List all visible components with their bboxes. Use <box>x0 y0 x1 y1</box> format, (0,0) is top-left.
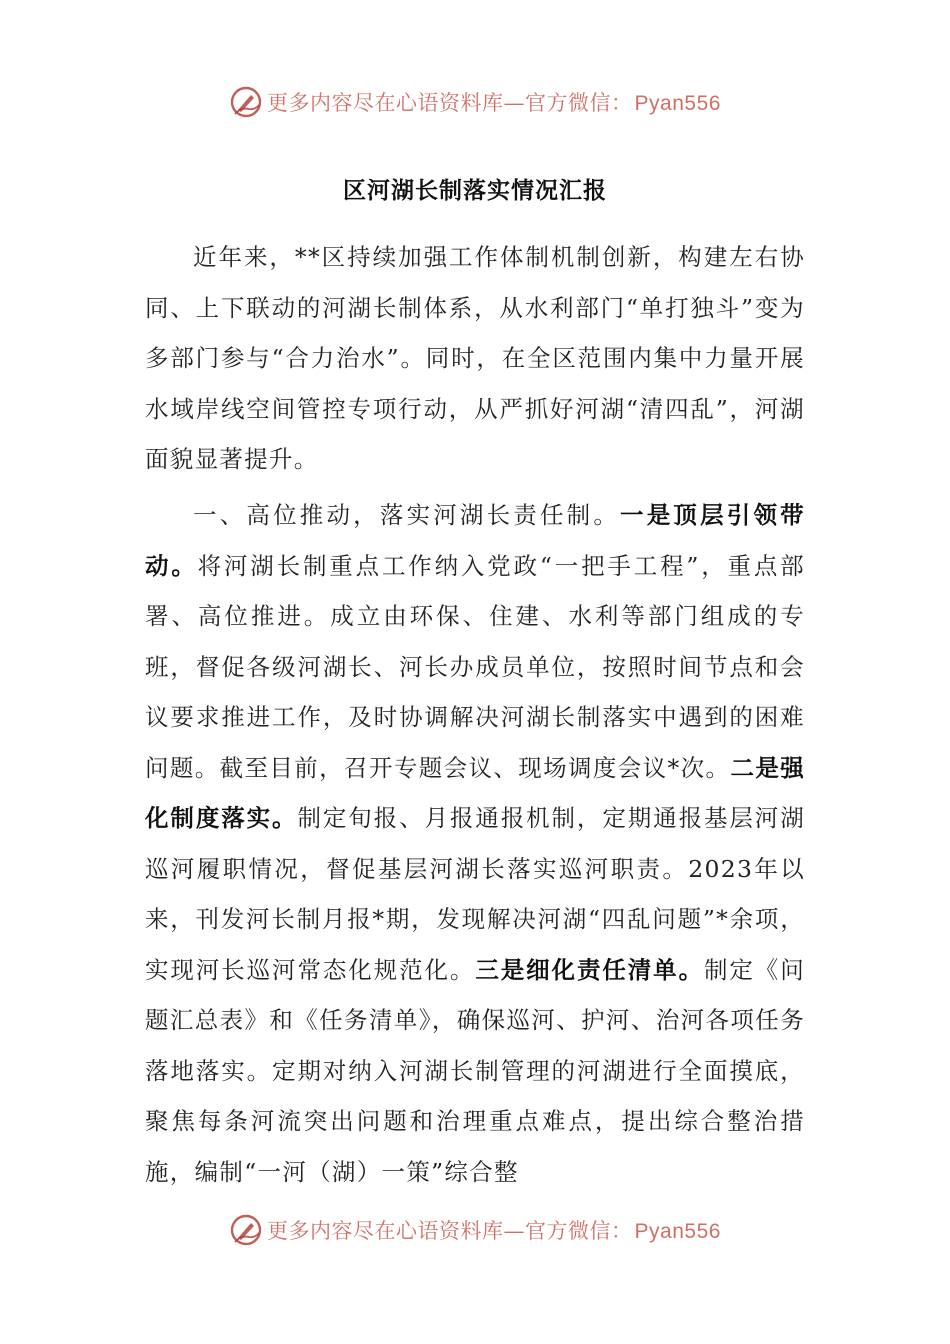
point-two-text: 制定旬报、月报通报机制，定期通报基层河湖巡河履职情况，督促基层河湖长落实巡河职责。2023年以来，刊发河长制月报*期，发现解决河湖“四乱问题”*余项，实现河长巡河常态化规范化。 <box>145 804 805 984</box>
watermark-text: 更多内容尽在心语资料库—官方微信：Pyan556 <box>267 91 721 115</box>
point-one-text: 将河湖长制重点工作纳入党政“一把手工程”，重点部署、高位推进。成立由环保、住建、水利等部门组成的专班，督促各级河湖长、河长办成员单位，按照时间节点和会议要求推进工作，及时协调解决河湖长制落实中遇到的困难问题。截至目前，召开专题会议、现场调度会议*次。 <box>145 551 805 782</box>
watermark-wechat-id: Pyan556 <box>634 92 721 115</box>
pen-logo-icon <box>229 1213 263 1247</box>
intro-paragraph: 近年来，**区持续加强工作体制机制创新，构建左右协同、上下联动的河湖长制体系，从水利部门“单打独斗”变为多部门参与“合力治水”。同时，在全区范围内集中力量开展水域岸线空间管控专项行动，从严抓好河湖“清四乱”，河湖面貌显著提升。 <box>145 243 805 473</box>
point-three-text: 制定《问题汇总表》和《任务清单》，确保巡河、护河、治河各项任务落地落实。定期对纳入河湖长制管理的河湖进行全面摸底，聚焦每条河流突出问题和治理重点难点，提出综合整治措施，编制“一河（湖）一策”综合整 <box>145 955 806 1186</box>
pen-logo-icon <box>229 85 263 119</box>
section-heading: 一、高位推动，落实河湖长责任制。 <box>193 501 621 529</box>
watermark-text: 更多内容尽在心语资料库—官方微信：Pyan556 <box>267 1219 721 1243</box>
header-watermark <box>0 82 950 122</box>
point-three-title: 三是细化责任清单。 <box>475 955 704 984</box>
watermark-wechat-id: Pyan556 <box>634 1220 721 1243</box>
footer-watermark <box>0 1210 950 1250</box>
point-one-title: 一是顶层引领带动。 <box>145 501 805 580</box>
document-title: 区河湖长制落实情况汇报 <box>343 178 607 204</box>
section-one-paragraph <box>145 490 805 1197</box>
point-two-title: 二是强化制度落实。 <box>145 753 806 832</box>
